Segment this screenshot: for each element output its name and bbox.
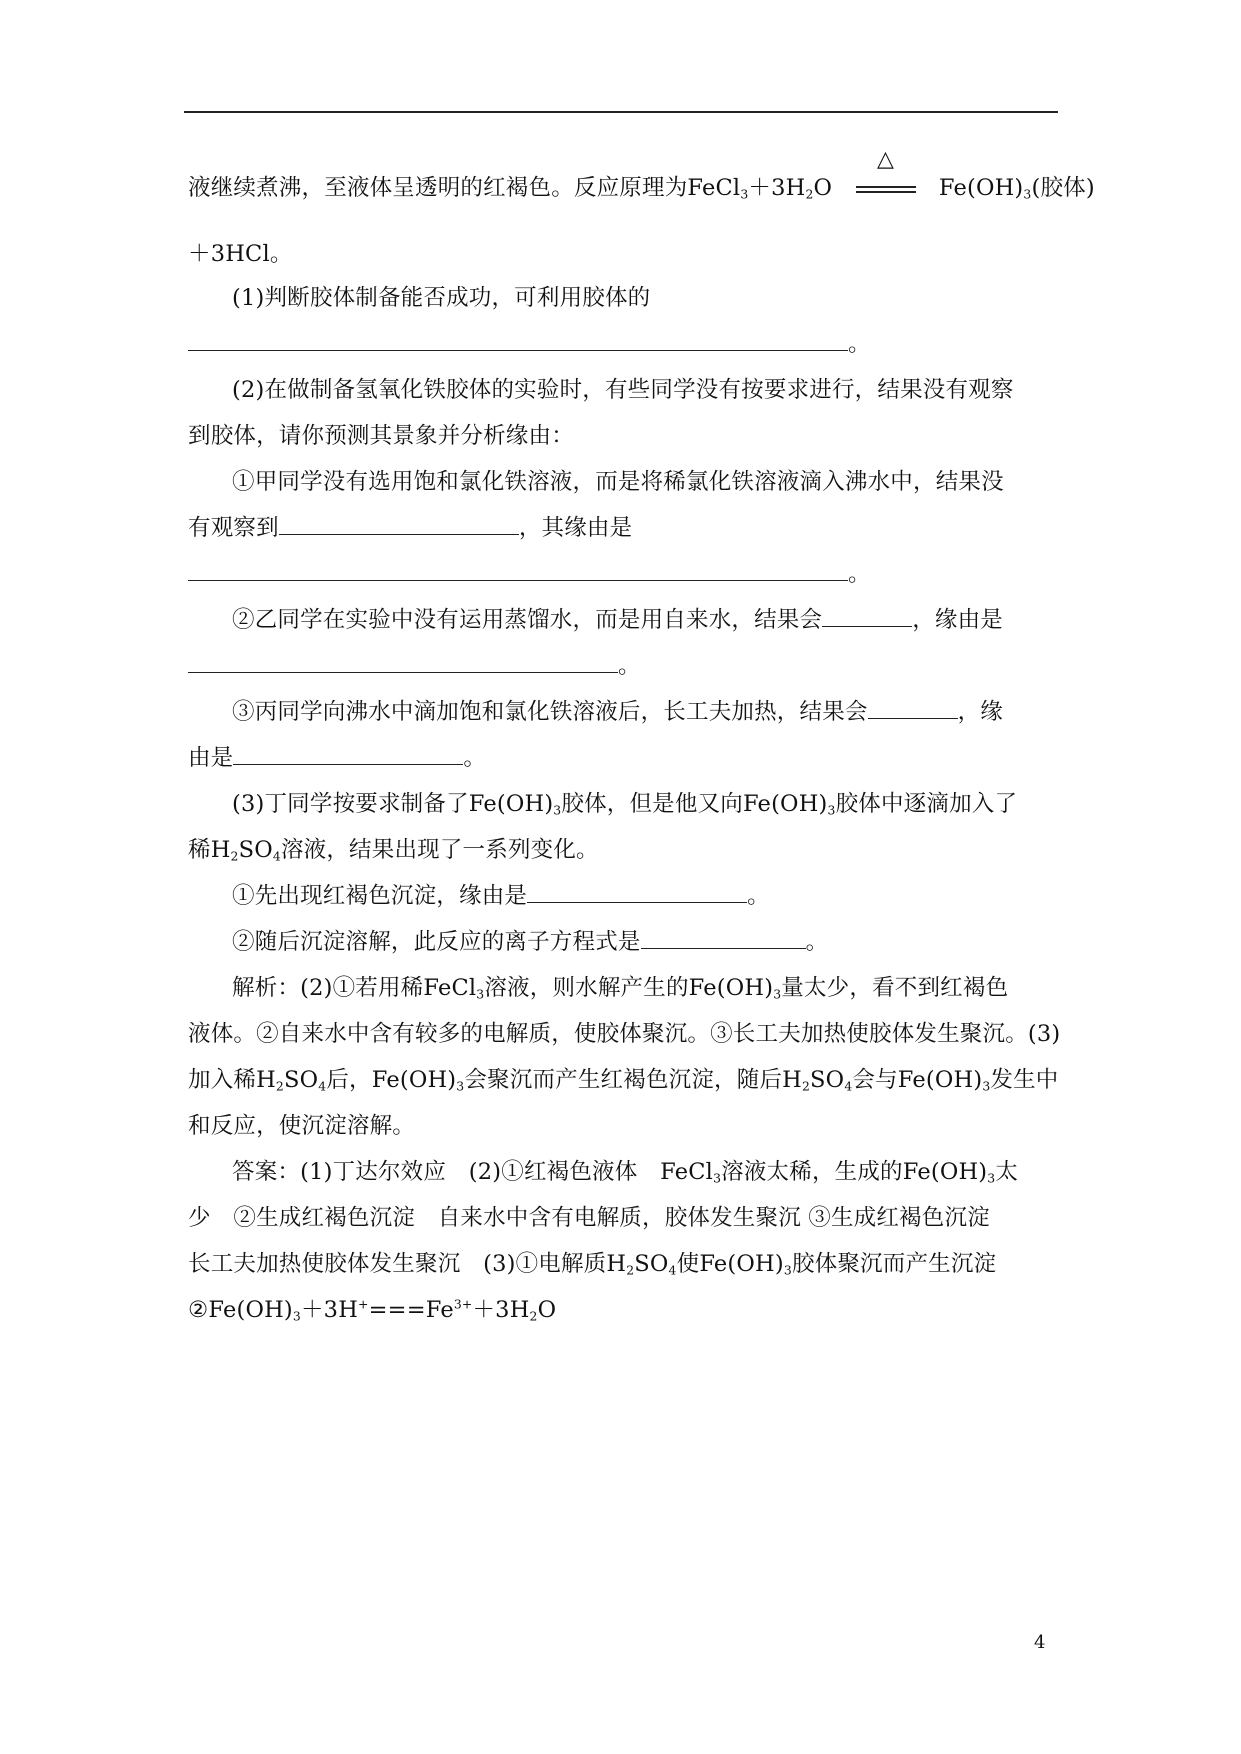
text: ＋3H bbox=[472, 1297, 530, 1323]
intro-text-end: (胶体) bbox=[1031, 175, 1095, 201]
answer-blank[interactable] bbox=[188, 326, 848, 351]
text: SO bbox=[634, 1251, 669, 1277]
text: 胶体中逐滴加入了 bbox=[835, 791, 1018, 817]
subscript: 3 bbox=[987, 1171, 996, 1186]
text: ＋3H bbox=[300, 1297, 359, 1323]
heating-equals-sign bbox=[856, 146, 916, 196]
subscript: 2 bbox=[230, 849, 239, 864]
subscript: 2 bbox=[626, 1263, 635, 1278]
text: ②随后沉淀溶解，此反应的离子方程式是 bbox=[232, 929, 641, 955]
answer-line-4 bbox=[188, 1292, 556, 1324]
intro-line-1 bbox=[188, 146, 1095, 202]
text: 溶液，结果出现了一系列变化。 bbox=[280, 837, 599, 863]
analysis-line-4: 和反应，使沉淀溶解。 bbox=[188, 1113, 416, 1139]
question-1: (1)判断胶体制备能否成功，可利用胶体的 bbox=[232, 285, 651, 311]
subscript: 2 bbox=[529, 1309, 538, 1324]
subscript: 2 bbox=[801, 1079, 811, 1094]
text: ③丙同学向沸水中滴加饱和氯化铁溶液后，长工夫加热，结果会 bbox=[232, 699, 868, 725]
superscript: + bbox=[358, 1297, 369, 1312]
text: ===Fe bbox=[368, 1297, 454, 1323]
text: 由是 bbox=[188, 745, 234, 771]
answer-line-1 bbox=[232, 1154, 1018, 1186]
answer-blank[interactable] bbox=[527, 878, 747, 903]
analysis-line-3 bbox=[188, 1062, 1059, 1094]
text: ②乙同学在实验中没有运用蒸馏水，而是用自来水，结果会 bbox=[232, 607, 823, 633]
text: 长工夫加热使胶体发生聚沉 (3)①电解质H bbox=[188, 1251, 627, 1277]
period: 。 bbox=[747, 883, 770, 909]
text: (3)丁同学按要求制备了Fe(OH) bbox=[232, 791, 554, 817]
answer-blank[interactable] bbox=[822, 602, 912, 627]
formula-part: Fe(OH) bbox=[938, 175, 1024, 201]
text: 太 bbox=[995, 1159, 1019, 1185]
subscript: 2 bbox=[275, 1079, 284, 1094]
question-1-answer-line bbox=[188, 326, 871, 358]
text: 解析：(2)①若用稀FeCl bbox=[232, 975, 477, 1001]
text: 后，Fe(OH) bbox=[326, 1067, 457, 1093]
text: 会与Fe(OH) bbox=[852, 1067, 983, 1093]
text: SO bbox=[238, 837, 273, 863]
subscript: 4 bbox=[668, 1263, 677, 1278]
text: 加入稀H bbox=[188, 1067, 276, 1093]
subscript: 3 bbox=[783, 1263, 792, 1278]
text: ，缘由是 bbox=[912, 607, 1004, 633]
subscript: 3 bbox=[740, 187, 749, 202]
subscript: 3 bbox=[553, 803, 562, 818]
analysis-line-1 bbox=[232, 970, 1008, 1002]
text: 有观察到 bbox=[188, 515, 279, 541]
subscript: 3 bbox=[292, 1309, 301, 1324]
text: 胶体聚沉而产生沉淀 bbox=[791, 1251, 997, 1277]
question-3-line-1 bbox=[232, 786, 1017, 818]
question-2c-line-2 bbox=[188, 740, 486, 772]
period: 。 bbox=[618, 653, 641, 679]
subscript: 4 bbox=[318, 1079, 327, 1094]
answer-blank[interactable] bbox=[641, 924, 806, 949]
answer-blank[interactable] bbox=[188, 648, 618, 673]
question-2a-line-2 bbox=[188, 510, 632, 542]
formula-part: O bbox=[813, 175, 833, 201]
text: 稀H bbox=[188, 837, 231, 863]
subscript: 2 bbox=[805, 187, 814, 202]
text: 发生中 bbox=[990, 1067, 1059, 1093]
question-2b-line-1 bbox=[232, 602, 1003, 634]
answer-blank[interactable] bbox=[188, 556, 848, 581]
analysis-line-2: 液体。②自来水中含有较多的电解质，使胶体聚沉。③长工夫加热使胶体发生聚沉。(3) bbox=[188, 1021, 1061, 1047]
text: ②Fe(OH) bbox=[188, 1297, 293, 1323]
formula-part: ＋3H bbox=[748, 175, 806, 201]
heat-triangle-icon: △ bbox=[876, 146, 895, 172]
question-2-line-1: (2)在做制备氢氧化铁胶体的实验时，有些同学没有按要求进行，结果没有观察 bbox=[232, 377, 1014, 403]
question-3b bbox=[232, 924, 828, 956]
subscript: 3 bbox=[1023, 187, 1032, 202]
text: 溶液，则水解产生的Fe(OH) bbox=[484, 975, 774, 1001]
period: 。 bbox=[848, 331, 871, 357]
superscript: 3+ bbox=[453, 1297, 473, 1312]
text: ，缘 bbox=[957, 699, 1004, 725]
answer-line-2: 少 ②生成红褐色沉淀 自来水中含有电解质，胶体发生聚沉 ③生成红褐色沉淀 bbox=[188, 1205, 990, 1231]
text: 使Fe(OH) bbox=[676, 1251, 784, 1277]
answer-blank[interactable] bbox=[279, 510, 519, 535]
text: SO bbox=[284, 1067, 319, 1093]
text: O bbox=[537, 1297, 557, 1323]
question-3a bbox=[232, 878, 770, 910]
subscript: 3 bbox=[773, 987, 782, 1002]
text: SO bbox=[810, 1067, 845, 1093]
answer-blank[interactable] bbox=[233, 740, 463, 765]
question-2-line-2: 到胶体，请你预测其景象并分析缘由： bbox=[188, 423, 574, 449]
intro-text: 液继续煮沸，至液体呈透明的红褐色。反应原理为FeCl bbox=[188, 175, 741, 201]
subscript: 3 bbox=[827, 803, 836, 818]
subscript: 3 bbox=[476, 987, 485, 1002]
text: 胶体，但是他又向Fe(OH) bbox=[561, 791, 828, 817]
question-2a-answer-line bbox=[188, 556, 871, 588]
subscript: 4 bbox=[272, 849, 281, 864]
subscript: 3 bbox=[456, 1079, 465, 1094]
question-2c-line-1 bbox=[232, 694, 1003, 726]
header-rule bbox=[184, 111, 1058, 113]
text: 会聚沉而产生红褐色沉淀，随后H bbox=[464, 1067, 802, 1093]
period: 。 bbox=[805, 929, 829, 955]
text: ①先出现红褐色沉淀，缘由是 bbox=[232, 883, 528, 909]
text: 答案：(1)丁达尔效应 (2)①红褐色液体 FeCl bbox=[232, 1159, 714, 1185]
text: ，其缘由是 bbox=[518, 515, 633, 541]
subscript: 3 bbox=[982, 1079, 991, 1094]
question-2b-answer-line bbox=[188, 648, 641, 680]
subscript: 3 bbox=[713, 1171, 722, 1186]
page-number: 4 bbox=[1034, 1632, 1046, 1653]
period: 。 bbox=[463, 745, 487, 771]
answer-line-3 bbox=[188, 1246, 996, 1278]
question-2a-line-1: ①甲同学没有选用饱和氯化铁溶液，而是将稀氯化铁溶液滴入沸水中，结果没 bbox=[232, 469, 1004, 495]
period: 。 bbox=[848, 561, 871, 587]
answer-blank[interactable] bbox=[868, 694, 958, 719]
intro-line-2: ＋3HCl。 bbox=[188, 241, 293, 267]
subscript: 4 bbox=[844, 1079, 853, 1094]
question-3-line-2 bbox=[188, 832, 599, 864]
text: 溶液太稀，生成的Fe(OH) bbox=[721, 1159, 988, 1185]
text: 量太少，看不到红褐色 bbox=[781, 975, 1009, 1001]
